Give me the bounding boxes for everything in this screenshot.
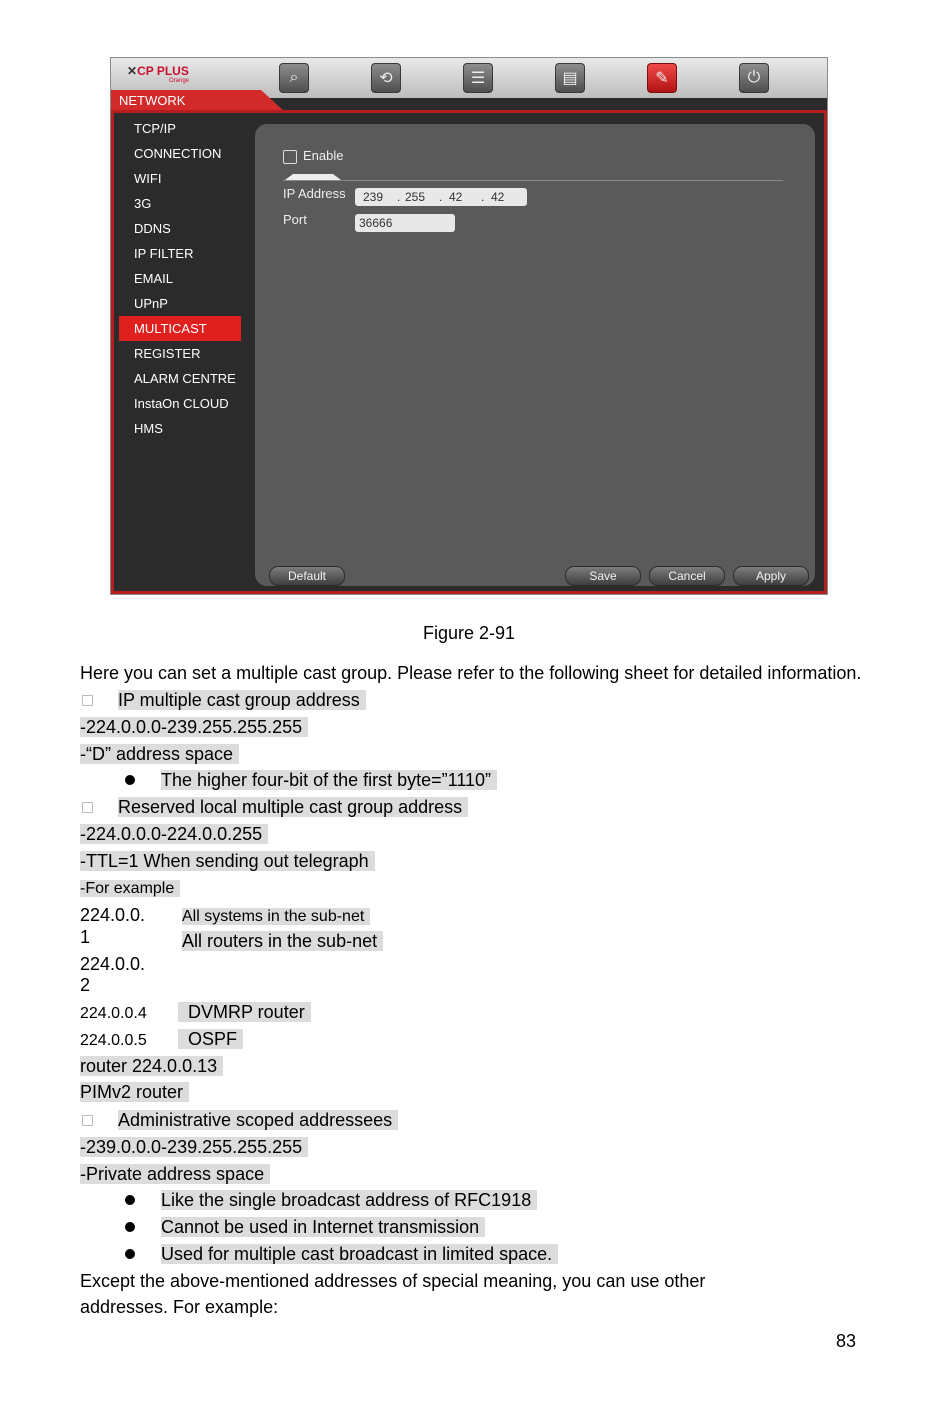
apply-button[interactable]: Apply (733, 566, 809, 586)
brand-logo-sub: Orange (169, 78, 190, 84)
closing-text: Except the above-mentioned addresses of special meaning, you can use other (80, 1271, 706, 1291)
bullet-text: Used for multiple cast broadcast in limited space. (161, 1244, 558, 1264)
address-cell: 2 (80, 975, 91, 995)
power-icon[interactable]: ⏻ (739, 63, 769, 93)
address-range: -224.0.0.0-239.255.255.255 (80, 717, 308, 737)
menu-item-register[interactable]: REGISTER (134, 346, 201, 361)
section-title: NETWORK (119, 93, 186, 108)
menu-item-hms[interactable]: HMS (134, 421, 163, 436)
section-heading: Administrative scoped addressees (118, 1110, 398, 1130)
search-icon[interactable]: ⌕ (279, 63, 309, 93)
address-desc: All systems in the sub-net (182, 908, 370, 925)
address-cell: 1 (80, 927, 91, 947)
ip-octet-3[interactable]: 42 (449, 190, 463, 204)
frame-bottom (111, 591, 827, 594)
menu-item-upnp[interactable]: UPnP (134, 296, 168, 311)
enable-checkbox[interactable] (283, 150, 297, 164)
ip-octet-4[interactable]: 42 (491, 190, 505, 204)
address-cell: 224.0.0.5 (80, 1032, 147, 1049)
menu-item-ddns[interactable]: DDNS (134, 221, 171, 236)
page-number: 83 (836, 1331, 857, 1351)
menu-item-multicast[interactable]: MULTICAST (119, 316, 241, 341)
dvr-screenshot (110, 57, 828, 595)
ip-address-label: IP Address (283, 186, 346, 201)
bullet-text: Cannot be used in Internet transmission (161, 1217, 485, 1237)
frame-right (824, 110, 827, 595)
bullet-icon (125, 1195, 135, 1205)
address-desc: OSPF (178, 1029, 243, 1049)
address-cell: 224.0.0. (80, 905, 146, 925)
port-label: Port (283, 212, 307, 227)
info-icon[interactable]: ☰ (463, 63, 493, 93)
address-cell: 224.0.0.4 (80, 1005, 147, 1022)
router-text: PIMv2 router (80, 1082, 189, 1102)
checkbox-bullet-icon (82, 802, 93, 813)
address-range: -239.0.0.0-239.255.255.255 (80, 1137, 308, 1157)
bullet-text: The higher four-bit of the first byte=”1110” (161, 770, 497, 790)
router-text: router 224.0.0.13 (80, 1056, 223, 1076)
menu-item-3g[interactable]: 3G (134, 196, 152, 211)
ip-dot: . (439, 190, 443, 204)
ip-octet-1[interactable]: 239 (363, 190, 384, 204)
menu-item-wifi[interactable]: WIFI (134, 171, 162, 186)
address-desc: All routers in the sub-net (182, 931, 383, 951)
checkbox-bullet-icon (82, 1115, 93, 1126)
address-range: -224.0.0.0-224.0.0.255 (80, 824, 268, 844)
bullet-icon (125, 1222, 135, 1232)
address-cell: 224.0.0. (80, 954, 146, 974)
divider (111, 110, 827, 113)
ip-octet-2[interactable]: 255 (405, 190, 426, 204)
bullet-text: Like the single broadcast address of RFC1918 (161, 1190, 537, 1210)
address-desc: DVMRP router (178, 1002, 311, 1022)
section-heading: Reserved local multiple cast group address (118, 797, 468, 817)
menu-item-instaon-cloud[interactable]: InstaOn CLOUD (134, 396, 229, 411)
save-button[interactable]: Save (565, 566, 641, 586)
menu-item-email[interactable]: EMAIL (134, 271, 174, 286)
divider (283, 180, 783, 181)
brand-logo: ✕CP PLUS (127, 64, 189, 78)
intro-text: Here you can set a multiple cast group. Please refer to the following sheet for detailed information. (80, 663, 862, 683)
ip-address-field[interactable] (355, 188, 527, 206)
checkbox-bullet-icon (82, 695, 93, 706)
figure-caption: Figure 2-91 (422, 623, 516, 643)
menu-item-tcpip[interactable]: TCP/IP (134, 121, 176, 136)
ip-dot: . (481, 190, 485, 204)
default-button[interactable]: Default (269, 566, 345, 586)
address-space: -“D” address space (80, 744, 239, 764)
address-space: -Private address space (80, 1164, 270, 1184)
menu-item-ip-filter[interactable]: IP FILTER (134, 246, 194, 261)
ttl-text: -TTL=1 When sending out telegraph (80, 851, 375, 871)
frame-left (111, 110, 114, 595)
enable-label: Enable (303, 148, 344, 163)
ip-dot: . (397, 190, 401, 204)
settings-icon[interactable]: ▤ (555, 63, 585, 93)
example-label: -For example (80, 880, 180, 897)
playback-icon[interactable]: ⟲ (371, 63, 401, 93)
bullet-icon (125, 1249, 135, 1259)
section-heading: IP multiple cast group address (118, 690, 366, 710)
menu-item-connection[interactable]: CONNECTION (134, 146, 222, 161)
port-field[interactable]: 36666 (355, 214, 455, 232)
cancel-button[interactable]: Cancel (649, 566, 725, 586)
menu-item-alarm-centre[interactable]: ALARM CENTRE (134, 371, 236, 386)
multicast-panel (255, 124, 815, 586)
bullet-icon (125, 775, 135, 785)
closing-text: addresses. For example: (80, 1297, 279, 1317)
tool-icon[interactable]: ✎ (647, 63, 677, 93)
network-menu (119, 116, 241, 441)
